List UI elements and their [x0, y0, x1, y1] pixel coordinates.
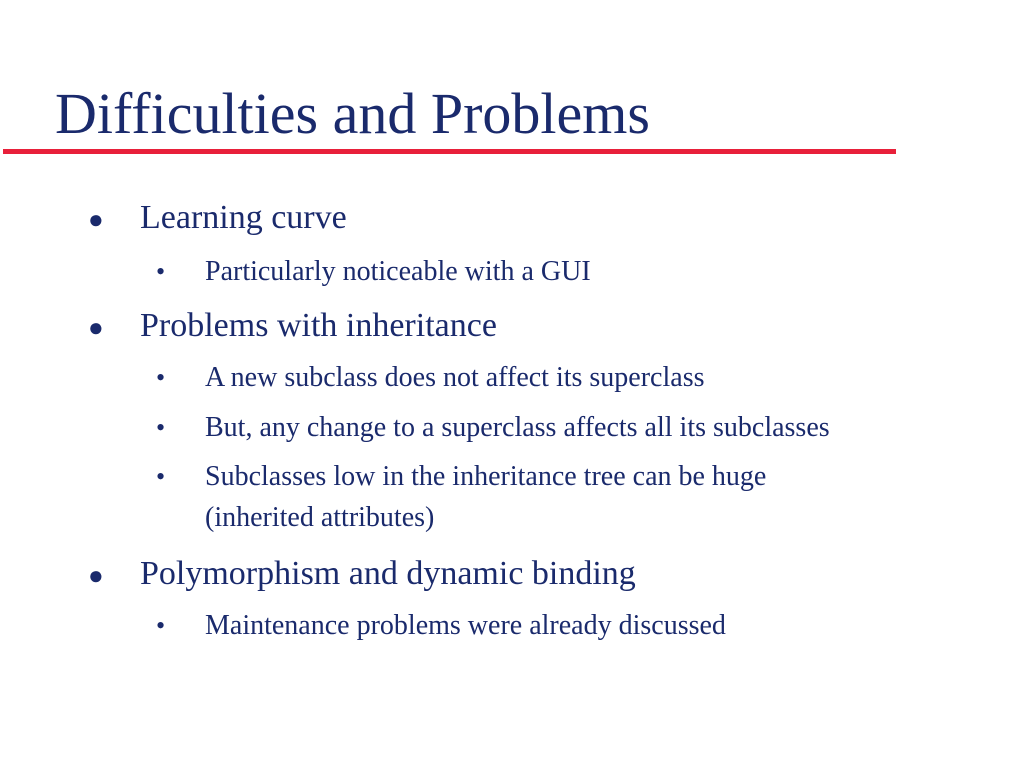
bullet-polymorphism: Polymorphism and dynamic binding: [140, 555, 636, 592]
sub-bullet-new-subclass: A new subclass does not affect its superclass: [205, 362, 705, 393]
sub-bullet-icon: •: [156, 257, 166, 286]
sub-bullet-gui: Particularly noticeable with a GUI: [205, 256, 591, 287]
sub-bullet-maintenance: Maintenance problems were already discussed: [205, 610, 726, 641]
sub-bullet-icon: •: [156, 462, 166, 491]
bullet-icon: ●: [88, 561, 104, 590]
sub-bullet-superclass-change: But, any change to a superclass affects all its subclasses: [205, 412, 830, 443]
sub-bullet-icon: •: [156, 413, 166, 442]
bullet-learning-curve: Learning curve: [140, 199, 347, 236]
slide-title: Difficulties and Problems: [55, 81, 650, 146]
sub-bullet-huge-subclasses-continued: (inherited attributes): [205, 502, 435, 533]
sub-bullet-icon: •: [156, 611, 166, 640]
sub-bullet-huge-subclasses: Subclasses low in the inheritance tree can be huge: [205, 461, 767, 492]
sub-bullet-icon: •: [156, 363, 166, 392]
bullet-icon: ●: [88, 313, 104, 342]
bullet-inheritance: Problems with inheritance: [140, 307, 497, 344]
bullet-icon: ●: [88, 205, 104, 234]
